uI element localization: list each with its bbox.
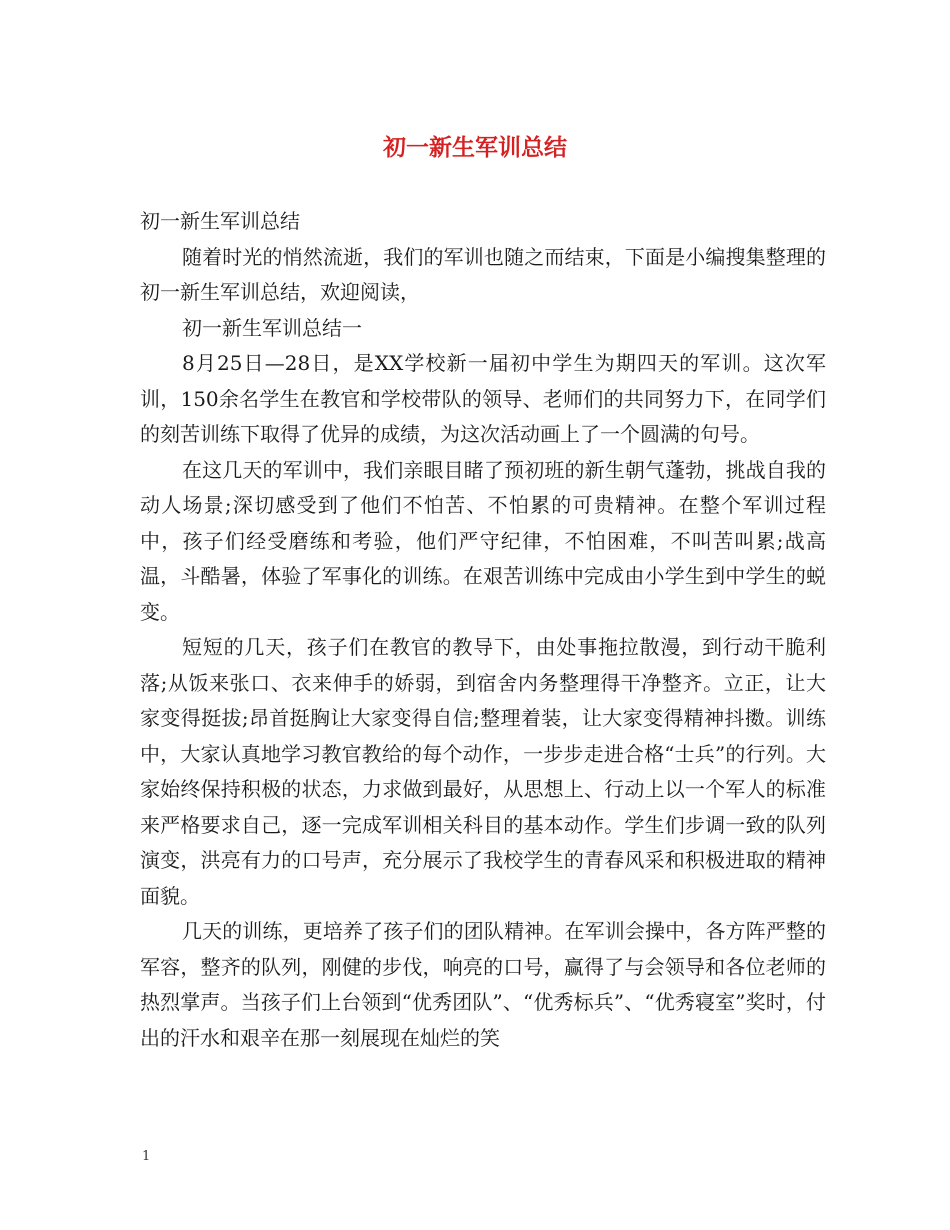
- paragraph: 短短的几天，孩子们在教官的教导下，由处事拖拉散漫，到行动干脆利落;从饭来张口、衣来伸手的娇弱，到宿舍内务整理得干净整齐。立正，让大家变得挺拔;昂首挺胸让大家变得自信;整理着装，让大家变得精神抖擞。训练中，大家认真地学习教官教给的每个动作，一步步走进合格“士兵”的行列。大家始终保持积极的状态，力求做到最好，从思想上、行动上以一个军人的标准来严格要求自己，逐一完成军训相关科目的基本动作。学生们步调一致的队列演变，洪亮有力的口号声，充分展示了我校学生的青春风采和积极进取的精神面貌。: [140, 635, 826, 908]
- paragraph-intro: 随着时光的悄然流逝，我们的军训也随之而结束，下面是小编搜集整理的初一新生军训总结，欢迎阅读，: [140, 244, 826, 304]
- paragraph: 8月25日—28日，是XX学校新一届初中学生为期四天的军训。这次军训，150余名学生在教官和学校带队的领导、老师们的共同努力下，在同学们的刻苦训练下取得了优异的成绩，为这次活动画上了一个圆满的句号。: [140, 351, 826, 446]
- paragraph: 在这几天的军训中，我们亲眼目睹了预初班的新生朝气蓬勃，挑战自我的动人场景;深切感受到了他们不怕苦、不怕累的可贵精神。在整个军训过程中，孩子们经受磨练和考验，他们严守纪律，不怕困难，不叫苦叫累;战高温，斗酷暑，体验了军事化的训练。在艰苦训练中完成由小学生到中学生的蜕变。: [140, 457, 826, 624]
- paragraph: 几天的训练，更培养了孩子们的团队精神。在军训会操中，各方阵严整的军容，整齐的队列，刚健的步伐，响亮的口号，赢得了与会领导和各位老师的热烈掌声。当孩子们上台领到“优秀团队”、“优秀标兵”、“优秀寝室”奖时，付出的汗水和艰辛在那一刻展现在灿烂的笑: [140, 919, 826, 1050]
- document-body: [140, 204, 826, 1056]
- page-number: 1: [142, 1149, 151, 1164]
- document-subtitle: 初一新生军训总结: [140, 209, 300, 233]
- section-heading: 初一新生军训总结一: [182, 315, 362, 340]
- document-title: 初一新生军训总结: [383, 134, 567, 161]
